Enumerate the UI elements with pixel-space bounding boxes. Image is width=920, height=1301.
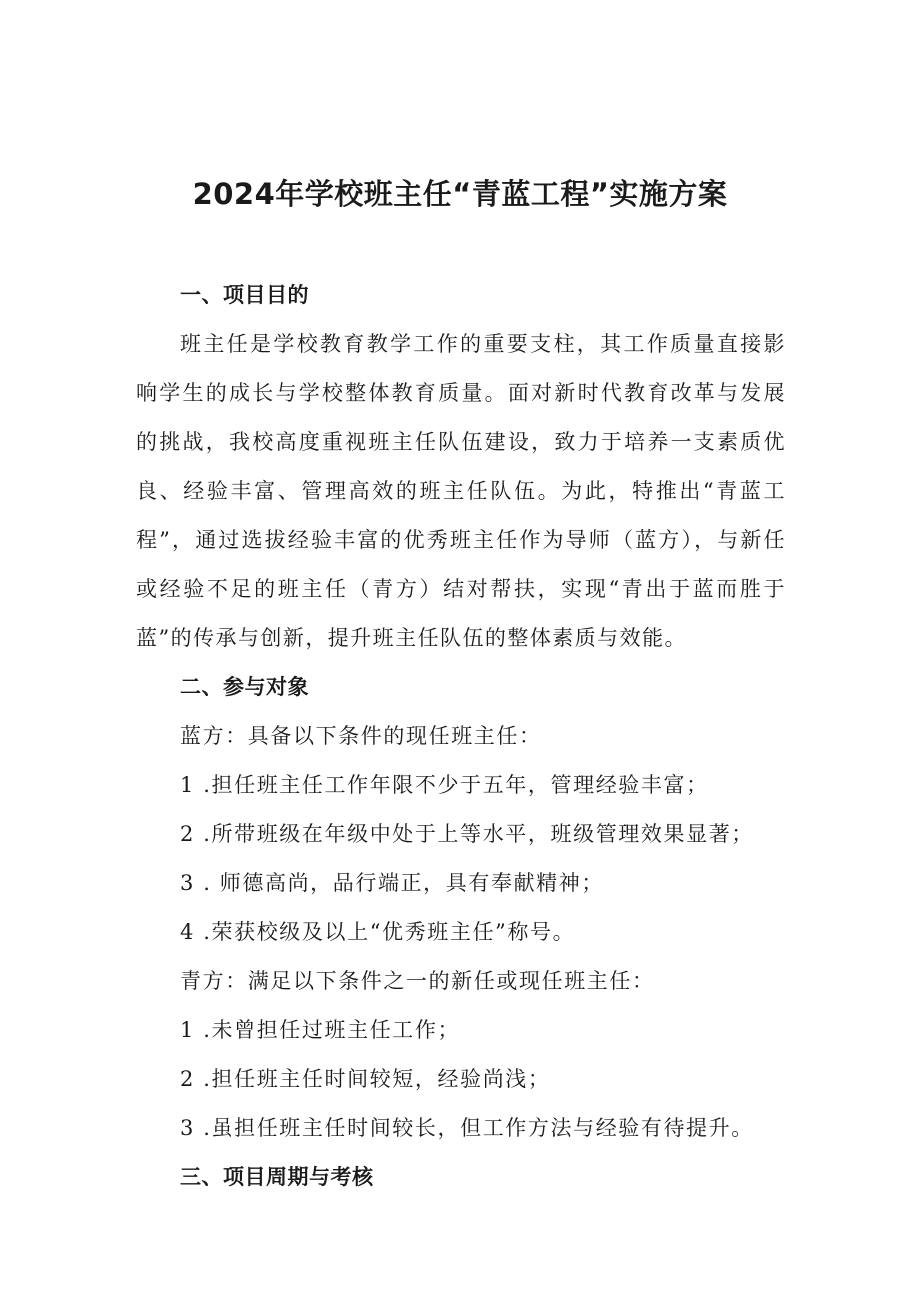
- qing-item: 2 .担任班主任时间较短，经验尚浅；: [180, 1067, 551, 1091]
- lan-item: 1 .担任班主任工作年限不少于五年，管理经验丰富；: [180, 773, 709, 797]
- qing-intro: 青方：满足以下条件之一的新任或现任班主任：: [180, 969, 655, 993]
- lan-item: 2 .所带班级在年级中处于上等水平，班级管理效果显著；: [180, 822, 754, 846]
- lan-intro: 蓝方：具备以下条件的现任班主任：: [180, 724, 542, 748]
- lan-item: 4 .荣获校级及以上“优秀班主任”称号。: [180, 920, 576, 944]
- document-title: 2024年学校班主任“青蓝工程”实施方案: [192, 177, 728, 211]
- section-heading-cycle-assessment: 三、项目周期与考核: [180, 1165, 374, 1189]
- lan-item: 3 . 师德高尚，品行端正，具有奉献精神；: [180, 871, 604, 895]
- section-heading-participants: 二、参与对象: [180, 675, 309, 699]
- document-body: [136, 271, 786, 1202]
- qing-item: 1 .未曾担任过班主任工作；: [180, 1018, 461, 1042]
- section-heading-purpose: 一、项目目的: [180, 283, 309, 307]
- qing-item: 3 .虽担任班主任时间较长，但工作方法与经验有待提升。: [180, 1116, 754, 1140]
- section-paragraph-purpose: 班主任是学校教育教学工作的重要支柱，其工作质量直接影响学生的成长与学校整体教育质量。面对新时代教育改革与发展的挑战，我校高度重视班主任队伍建设，致力于培养一支素质优良、经验丰富、管理高效的班主任队伍。为此，特推出“青蓝工程”，通过选拔经验丰富的优秀班主任作为导师（蓝方），与新任或经验不足的班主任（青方）结对帮扶，实现“青出于蓝而胜于蓝”的传承与创新，提升班主任队伍的整体素质与效能。: [136, 332, 786, 650]
